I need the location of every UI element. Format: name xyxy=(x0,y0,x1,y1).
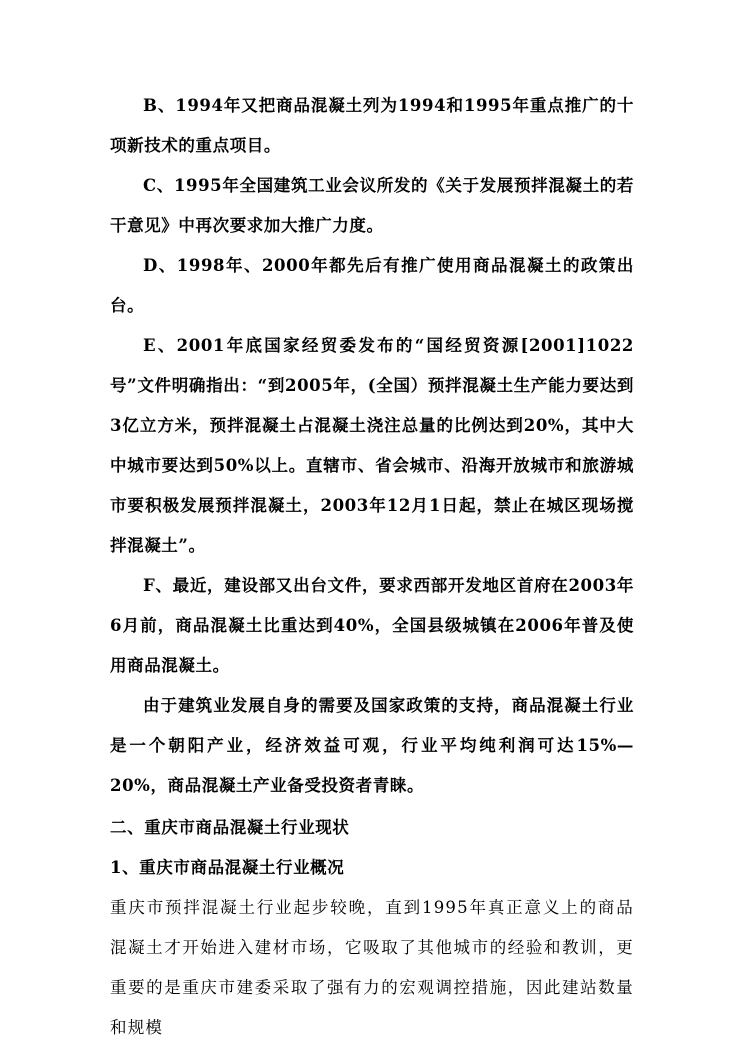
paragraph-c: C、1995年全国建筑工业会议所发的《关于发展预拌混凝土的若干意见》中再次要求加大推广力度。 xyxy=(110,176,634,235)
paragraph-f: F、最近，建设部又出台文件，要求西部开发地区首府在2003年6月前，商品混凝土比重达到40%，全国县级城镇在2006年普及使用商品混凝土。 xyxy=(110,576,634,675)
document-page xyxy=(110,86,634,1048)
paragraph-d: D、1998年、2000年都先后有推广使用商品混凝土的政策出台。 xyxy=(110,256,634,315)
paragraph-overview: 重庆市预拌混凝土行业起步较晚，直到1995年真正意义上的商品混凝土才开始进入建材市场，它吸取了其他城市的经验和教训，更重要的是重庆市建委采取了强有力的宏观调控措施，因此建站数量和规模 xyxy=(110,898,634,1037)
section-heading: 二、重庆市商品混凝土行业现状 xyxy=(110,818,350,837)
paragraph-summary: 由于建筑业发展自身的需要及国家政策的支持，商品混凝土行业是一个朝阳产业，经济效益可观，行业平均纯利润可达15%—20%，商品混凝土产业备受投资者青睐。 xyxy=(110,696,634,795)
subsection-heading: 1、重庆市商品混凝土行业概况 xyxy=(110,858,345,877)
paragraph-e: E、2001年底国家经贸委发布的“国经贸资源[2001]1022号”文件明确指出：“到2005年，(全国）预拌混凝土生产能力要达到3亿立方米，预拌混凝土占混凝土浇注总量的比例达到20%，其中大中城市要达到50%以上。直辖市、省会城市、沿海开放城市和旅游城市要积极发展预拌混凝土，2003年12月1日起，禁止在城区现场搅拌混凝土”。 xyxy=(110,336,634,555)
paragraph-b: B、1994年又把商品混凝土列为1994和1995年重点推广的十项新技术的重点项目。 xyxy=(110,96,634,155)
